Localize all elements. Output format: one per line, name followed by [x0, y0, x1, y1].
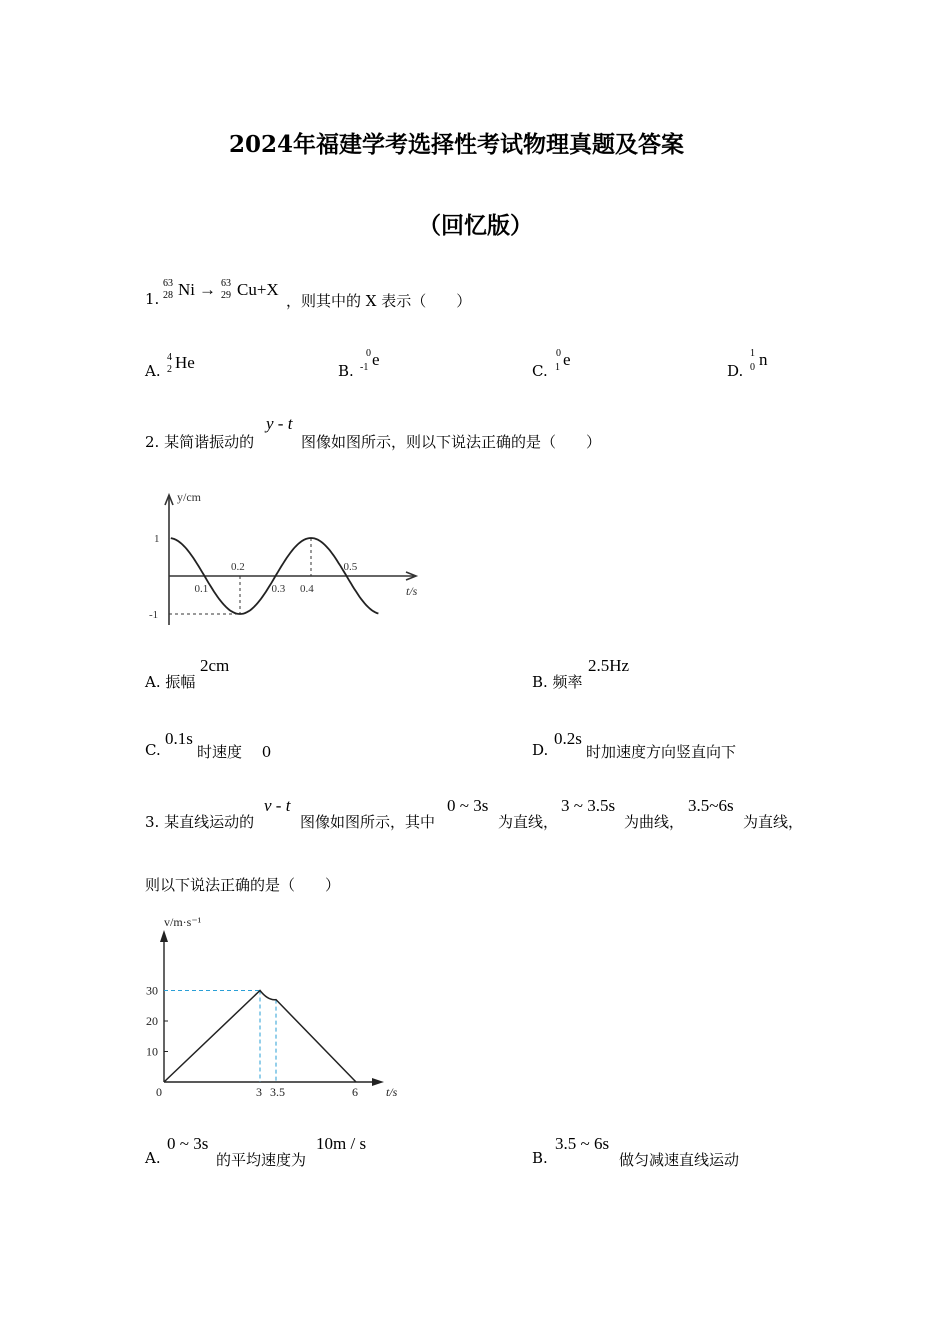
q1-option-d-symbol: n	[759, 350, 768, 369]
q1-cu-mass: 63	[221, 278, 231, 289]
y-axis-label: y/cm	[177, 490, 201, 504]
q3-option-a-value-2: 10m / s	[316, 1134, 367, 1153]
q1-ni-symbol: Ni	[178, 280, 195, 299]
q2-option-d-label: D.	[532, 741, 549, 759]
q3-math-range-1: 0 ~ 3s	[447, 796, 489, 815]
q2-option-c-suffix: 时速度 0	[197, 743, 272, 761]
y-axis-arrow	[160, 930, 168, 942]
q3-stem-b: 为直线，	[498, 813, 559, 831]
q3-stem-a: 图像如图所示，其中	[300, 813, 436, 831]
x-tick-label: 0	[156, 1085, 162, 1099]
q2-chart	[140, 485, 440, 635]
q3-option-a-value: 0 ~ 3s	[167, 1134, 209, 1153]
q1-option-b-label: B.	[338, 362, 354, 380]
q2-option-c-value: 0.1s	[165, 729, 193, 748]
q1-option-c-label: C.	[532, 362, 548, 380]
y-tick-label: 10	[146, 1044, 158, 1059]
q2-option-b-label: B. 频率	[532, 673, 583, 691]
q1-stem: ，则其中的 X 表示（ ）	[286, 292, 472, 310]
q2-option-c-label: C.	[145, 741, 161, 759]
q1-option-a-symbol: He	[175, 353, 195, 372]
y-tick-label: 20	[146, 1014, 158, 1028]
q1-option-c-top: 0	[556, 348, 561, 359]
q2-option-d-suffix: 时加速度方向竖直向下	[586, 743, 737, 761]
x-tick-label: 0.5	[343, 561, 358, 573]
x-tick-label: 0.3	[271, 583, 286, 595]
q2-stem: 图像如图所示，则以下说法正确的是（ ）	[301, 433, 602, 451]
q1-option-d-top: 1	[750, 348, 755, 359]
x-tick-label: 0.2	[231, 561, 245, 573]
q1-cu-symbol: Cu+X	[237, 280, 279, 299]
q3-stem-d: 为直线，	[743, 813, 804, 831]
q1-cu-charge: 29	[221, 290, 231, 301]
q1-option-b-top: 0	[366, 348, 371, 359]
page-title: 2024年福建学考选择性考试物理真题及答案	[229, 131, 685, 158]
y-tick-label: 30	[146, 983, 158, 998]
y-tick-label: 1	[154, 533, 160, 545]
x-tick-label: 3.5	[270, 1085, 285, 1099]
q1-ni-charge: 28	[163, 290, 173, 301]
q3-stem-line2: 则以下说法正确的是（ ）	[145, 876, 341, 894]
y-axis-label: v/m·s⁻¹	[164, 915, 202, 929]
q3-math-range-2: 3 ~ 3.5s	[561, 796, 616, 815]
q2-number: 2. 某简谐振动的	[145, 433, 255, 451]
q2-option-a-label: A. 振幅	[145, 673, 196, 691]
q1-option-a-label: A.	[145, 362, 161, 380]
q3-math-range-3: 3.5~6s	[688, 796, 734, 815]
q3-option-b-mid: 做匀减速直线运动	[619, 1151, 740, 1169]
q1-option-a-top: 4	[167, 352, 172, 363]
x-tick-label: 6	[352, 1085, 358, 1099]
q2-option-d-value: 0.2s	[554, 729, 582, 748]
q1-arrow: →	[199, 280, 216, 299]
x-axis-label: t/s	[406, 584, 418, 598]
q3-stem-c: 为曲线，	[624, 813, 685, 831]
q1-option-c-symbol: e	[563, 350, 571, 369]
q1-option-d-bottom: 0	[750, 362, 755, 373]
q2-math-yt: y - t	[266, 414, 293, 433]
x-tick-label: 3	[256, 1085, 262, 1099]
q3-chart	[140, 910, 420, 1105]
q1-ni-mass: 63	[163, 278, 173, 289]
q3-option-b-label: B.	[532, 1149, 548, 1167]
q2-option-b-value: 2.5Hz	[588, 656, 630, 675]
q1-option-c-bottom: 1	[555, 362, 560, 373]
q1-option-d-label: D.	[727, 362, 744, 380]
q3-number: 3. 某直线运动的	[145, 813, 255, 831]
q2-option-a-value: 2cm	[200, 656, 230, 675]
x-tick-label: 0.4	[300, 583, 314, 595]
q1-number: 1.	[145, 290, 160, 308]
y-tick-label: -1	[149, 609, 159, 621]
q1-option-b-bottom: -1	[360, 362, 369, 373]
q3-option-a-label: A.	[145, 1149, 161, 1167]
x-tick-label: 0.1	[194, 583, 209, 595]
x-axis-arrow	[372, 1078, 384, 1086]
q3-math-vt: v - t	[264, 796, 291, 815]
page-subtitle: （回忆版）	[418, 212, 533, 239]
q3-option-b-value: 3.5 ~ 6s	[555, 1134, 610, 1153]
q3-option-a-mid: 的平均速度为	[216, 1151, 307, 1169]
q1-option-b-symbol: e	[372, 350, 380, 369]
x-axis-label: t/s	[386, 1085, 398, 1099]
q1-option-a-bottom: 2	[167, 364, 172, 375]
